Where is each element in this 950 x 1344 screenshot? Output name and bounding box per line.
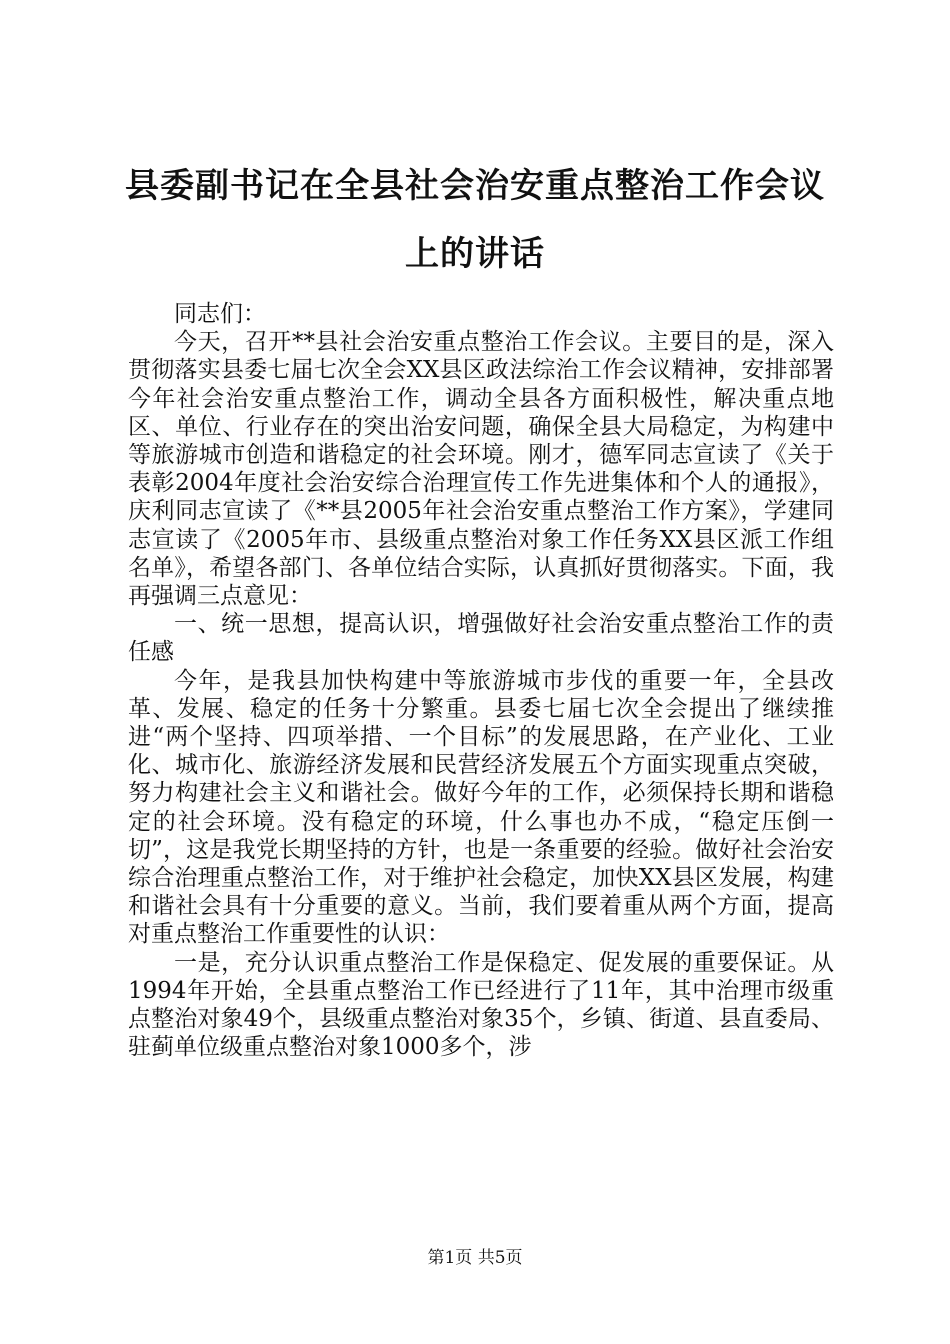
title-line-1: 县委副书记在全县社会治安重点整治工作会议 <box>125 166 825 206</box>
salutation-paragraph: 同志们： <box>174 301 266 327</box>
document-title <box>118 152 832 288</box>
page-footer: 第1页 共5页 <box>427 1248 523 1268</box>
body-paragraph: 一是，充分认识重点整治工作是保稳定、促发展的重要保证。从1994年开始，全县重点整治工作已经进行了11年，其中治理市级重点整治对象49个，县级重点整治对象35个，乡镇、街道、县直委局、驻蓟单位级重点整治对象1000多个，涉 <box>128 949 834 1061</box>
intro-paragraph: 今天，召开**县社会治安重点整治工作会议。主要目的是，深入贯彻落实县委七届七次全会XX县区政法综治工作会议精神，安排部署今年社会治安重点整治工作，调动全县各方面积极性，解决重点地区、单位、行业存在的突出治安问题，确保全县大局稳定，为构建中等旅游城市创造和谐稳定的社会环境。刚才，德军同志宣读了《关于表彰2004年度社会治安综合治理宣传工作先进集体和个人的通报》，庆利同志宣读了《**县2005年社会治安重点整治工作方案》，学建同志宣读了《2005年市、县级重点整治对象工作任务XX县区派工作组名单》，希望各部门、各单位结合实际，认真抓好贯彻落实。下面，我再强调三点意见： <box>128 329 834 610</box>
document-body <box>128 300 834 1061</box>
body-paragraph: 今年，是我县加快构建中等旅游城市步伐的重要一年，全县改革、发展、稳定的任务十分繁重。县委七届七次全会提出了继续推进“两个坚持、四项举措、一个目标”的发展思路，在产业化、工业化、城市化、旅游经济发展和民营经济发展五个方面实现重点突破，努力构建社会主义和谐社会。做好今年的工作，必须保持长期和谐稳定的社会环境。没有稳定的环境，什么事也办不成，“稳定压倒一切”，这是我党长期坚持的方针，也是一条重要的经验。做好社会治安综合治理重点整治工作，对于维护社会稳定，加快XX县区发展，构建和谐社会具有十分重要的意义。当前，我们要着重从两个方面，提高对重点整治工作重要性的认识： <box>128 667 834 948</box>
title-line-2: 上的讲话 <box>405 234 545 274</box>
section-heading-1: 一、统一思想，提高认识，增强做好社会治安重点整治工作的责任感 <box>128 611 834 666</box>
